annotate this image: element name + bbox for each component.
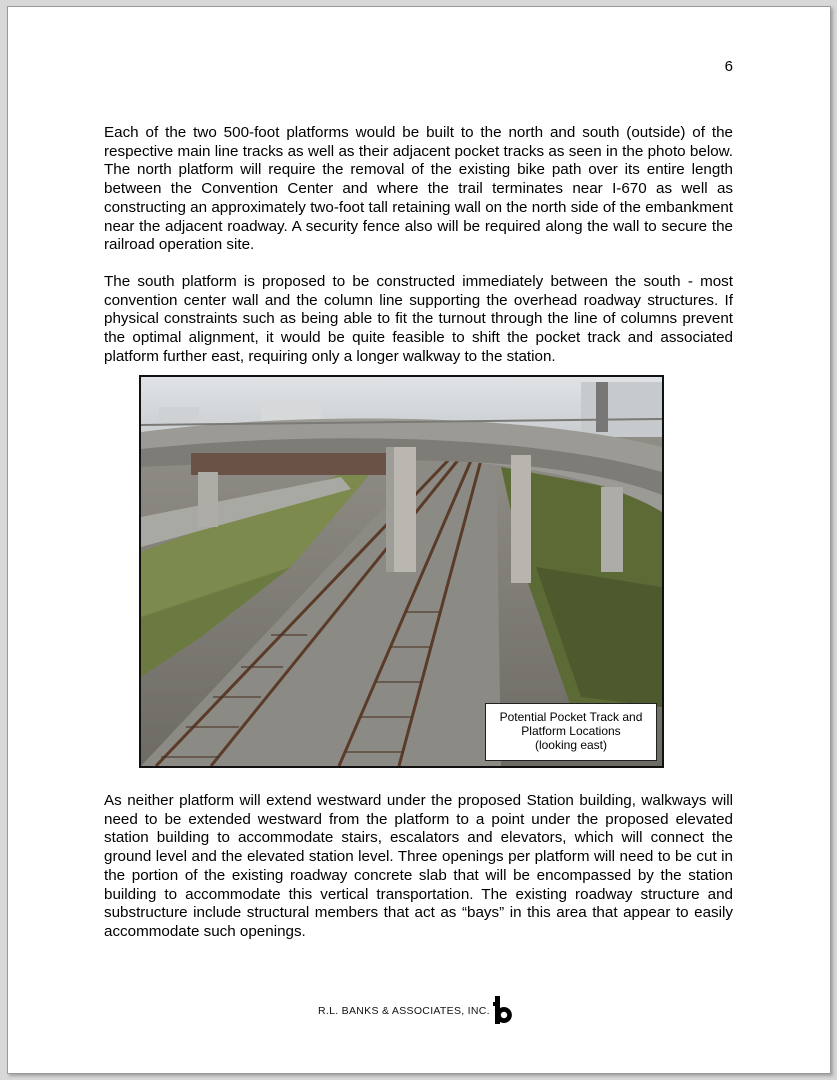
page-number: 6 <box>724 58 733 75</box>
company-name: R.L. BANKS & ASSOCIATES, INC. <box>318 1005 490 1017</box>
paragraph-walkways: As neither platform will extend westward under the proposed Station building, walkways will need to be extended westward from the platform to a point under the proposed elevated station building to accommodate stairs, escalators and elevators, which will connect the ground level and the elevated station level. Three openings per platform will need to be cut in the portion of the existing roadway concrete slab that will be encompassed by the station building to accommodate this vertical transportation. The existing roadway structure and substructure include structural members that act as “bays” in this area that appear to easily accommodate such openings. <box>104 792 733 940</box>
footer <box>318 996 515 1026</box>
caption-line: Platform Locations <box>521 724 621 738</box>
paragraph-platforms: Each of the two 500-foot platforms would be built to the north and south (outside) of the respective main line tracks as well as their adjacent pocket tracks as seen in the photo below. The north platform will require the removal of the existing bike path over its entire length between the Convention Center and where the trail terminates near I-670 as well as constructing an approximately two-foot tall retaining wall on the north side of the embankment near the adjacent roadway. A security fence also will be required along the wall to secure the railroad operation site. <box>104 124 733 254</box>
company-logo-icon <box>493 996 515 1026</box>
photo-caption <box>485 703 657 761</box>
paragraph-south-platform: The south platform is proposed to be constructed immediately between the south - most convention center wall and the column line supporting the overhead roadway structures. If physical constraints such as being able to fit the turnout through the line of columns prevent the optimal alignment, it would be quite feasible to shift the pocket track and associated platform further east, requiring only a longer walkway to the station. <box>104 273 733 365</box>
railroad-photo <box>139 375 664 768</box>
caption-line: Potential Pocket Track and <box>499 710 643 724</box>
document-page <box>7 6 831 1074</box>
caption-line: (looking east) <box>534 738 608 752</box>
